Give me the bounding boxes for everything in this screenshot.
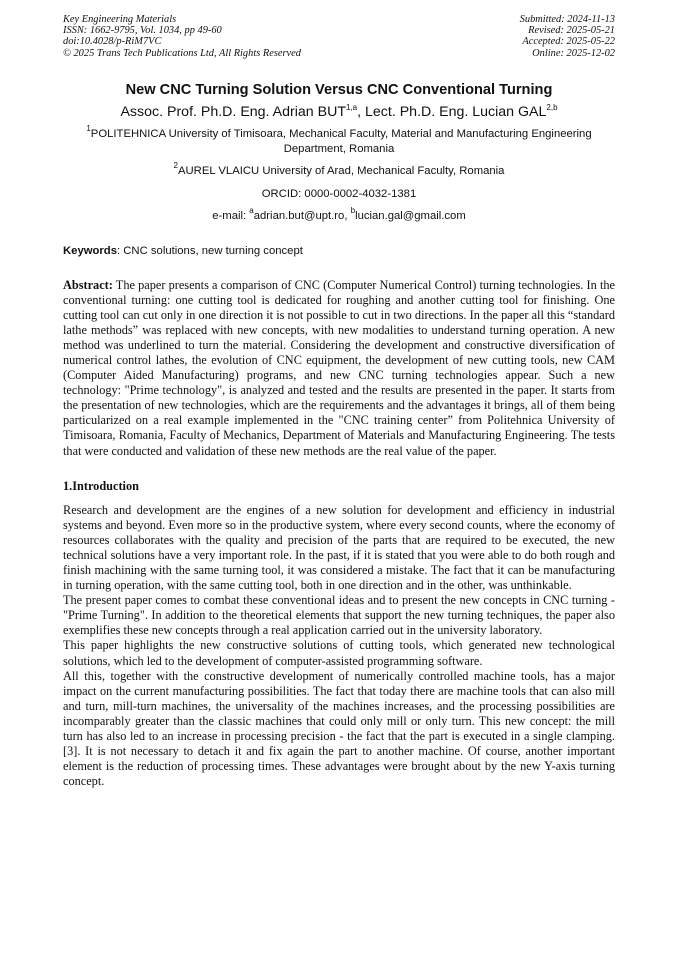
journal-header <box>63 14 615 64</box>
author-2-sup: 2,b <box>546 103 558 112</box>
intro-paragraph-2: The present paper comes to combat these conventional ideas and to present the new concepts in CNC turning - "Prime Turning". In addition to the theoretical elements that support the new turning techniques, the paper also exemplifies these new concepts through a real application carried out in the university laboratory. <box>63 593 615 638</box>
author-1-sup: 1,a <box>346 103 358 112</box>
intro-paragraph-1: Research and development are the engines of a new solution for development and efficiency in industrial systems and beyond. Even more so in the productive system, where every second counts, where the economy of resources collaborates with the quality and precision of the parts that are required to be executed, the new technical solutions have a very important role. In the past, if it is stated that you were able to do both rough and finish machining with the same turning tool, it was considered a mistake. The fact that it can be manufacturing in turning operation, with the same cutting tool, both in one direction and in the other, was unthinkable. <box>63 502 615 593</box>
email-separator: , <box>344 210 351 222</box>
journal-issn: ISSN: 1662-9795, Vol. 1034, pp 49-60 <box>63 25 222 37</box>
email-1-sup: a <box>249 206 254 215</box>
journal-name: Key Engineering Materials <box>63 14 177 25</box>
author-1: Assoc. Prof. Ph.D. Eng. Adrian BUT <box>120 104 346 120</box>
affiliation-2-sup: 2 <box>173 161 178 170</box>
online-date: Online: 2025-12-02 <box>532 47 615 59</box>
email-label: e-mail: <box>212 210 250 222</box>
abstract-label: Abstract: <box>63 277 113 292</box>
journal-info <box>63 14 301 59</box>
section-heading-introduction: 1.Introduction <box>63 478 139 493</box>
affiliation-1 <box>63 124 615 156</box>
author-line <box>63 103 615 121</box>
email-2-link[interactable]: lucian.gal@gmail.com <box>355 210 466 222</box>
author-separator: , <box>357 104 366 120</box>
paper-page <box>63 14 615 789</box>
publication-dates <box>520 14 615 59</box>
abstract <box>63 278 615 459</box>
revised-date: Revised: 2025-05-21 <box>528 25 615 37</box>
submitted-date: Submitted: 2024-11-13 <box>519 14 615 25</box>
intro-paragraph-4: All this, together with the constructive development of numerically controlled machine tools, has a major impact on the current manufacturing possibilities. The fact that today there are machine tools that can also mill and turn, mill-turn machines, the universality of the machines increases, and the processing possibilities are incomparably greater than the classic machines that could only mill or only turn. This new concept: the mill turn has also led to an increase in processing precision - the fact that the part is executed in a single clamping. [3]. It is not necessary to detach it and fix again the part to another machine. Of course, another important element is the reduction of processing times. These advantages were brought about by the new Y-axis turning concept. <box>63 668 615 789</box>
affiliation-1-sup: 1 <box>86 124 91 133</box>
keywords <box>63 245 615 257</box>
author-2: Lect. Ph.D. Eng. Lucian GAL <box>365 104 547 120</box>
email-line <box>63 206 615 224</box>
keywords-text: : CNC solutions, new turning concept <box>117 244 303 257</box>
copyright: © 2025 Trans Tech Publications Ltd, All Rights Reserved <box>63 47 301 59</box>
paper-title: New CNC Turning Solution Versus CNC Conventional Turning <box>125 82 553 98</box>
introduction-body <box>63 503 615 790</box>
orcid: ORCID: 0000-0002-4032-1381 <box>261 187 417 200</box>
affiliation-2-text: AUREL VLAICU University of Arad, Mechanical Faculty, Romania <box>177 165 505 177</box>
accepted-date: Accepted: 2025-05-22 <box>522 36 615 48</box>
keywords-label: Keywords <box>63 244 117 257</box>
email-2-sup: b <box>350 206 356 215</box>
abstract-text: The paper presents a comparison of CNC (Computer Numerical Control) turning technologies. In the conventional turning: one cutting tool is dedicated for roughing and another cutting tool for finishing. One cutting tool can cut only in one direction it is not possible to cut in two directions. In the paper all this “standard lathe methods” was replaced with new concepts, with new modalities to understand turning operation. A new method was underlined to turn the material. Considering the development and constructive diversification of numerical control lathes, the evolution of CNC equipment, the development of new cutting tools, new CAM (Computer Aided Manufacturing) programs, and new CNC turning technologies appear. Such a new technology: "Prime technology", is analyzed and tested and the results are presented in the paper. It starts from the presentation of new technologies, which are the requirements and the advantages it brings, all of them being particularized on a real example implemented in the "CNC training center” from Politehnica University of Timisoara, Romania, Faculty of Mechanics, Department of Materials and Manufacturing Engineering. The tests that were conducted and validation of these new methods are the real value of the paper. <box>63 277 615 458</box>
email-1-link[interactable]: adrian.but@upt.ro <box>253 210 345 222</box>
affiliation-2 <box>63 161 615 179</box>
affiliation-1-text: POLITEHNICA University of Timisoara, Mechanical Faculty, Material and Manufacturing Engineering Department, Romania <box>90 128 592 155</box>
doi-link[interactable]: doi:10.4028/p-RiM7VC <box>63 36 162 48</box>
intro-paragraph-3: This paper highlights the new constructive solutions of cutting tools, which generated new technological solutions, which led to the development of computer-assisted programming software. <box>63 638 615 668</box>
